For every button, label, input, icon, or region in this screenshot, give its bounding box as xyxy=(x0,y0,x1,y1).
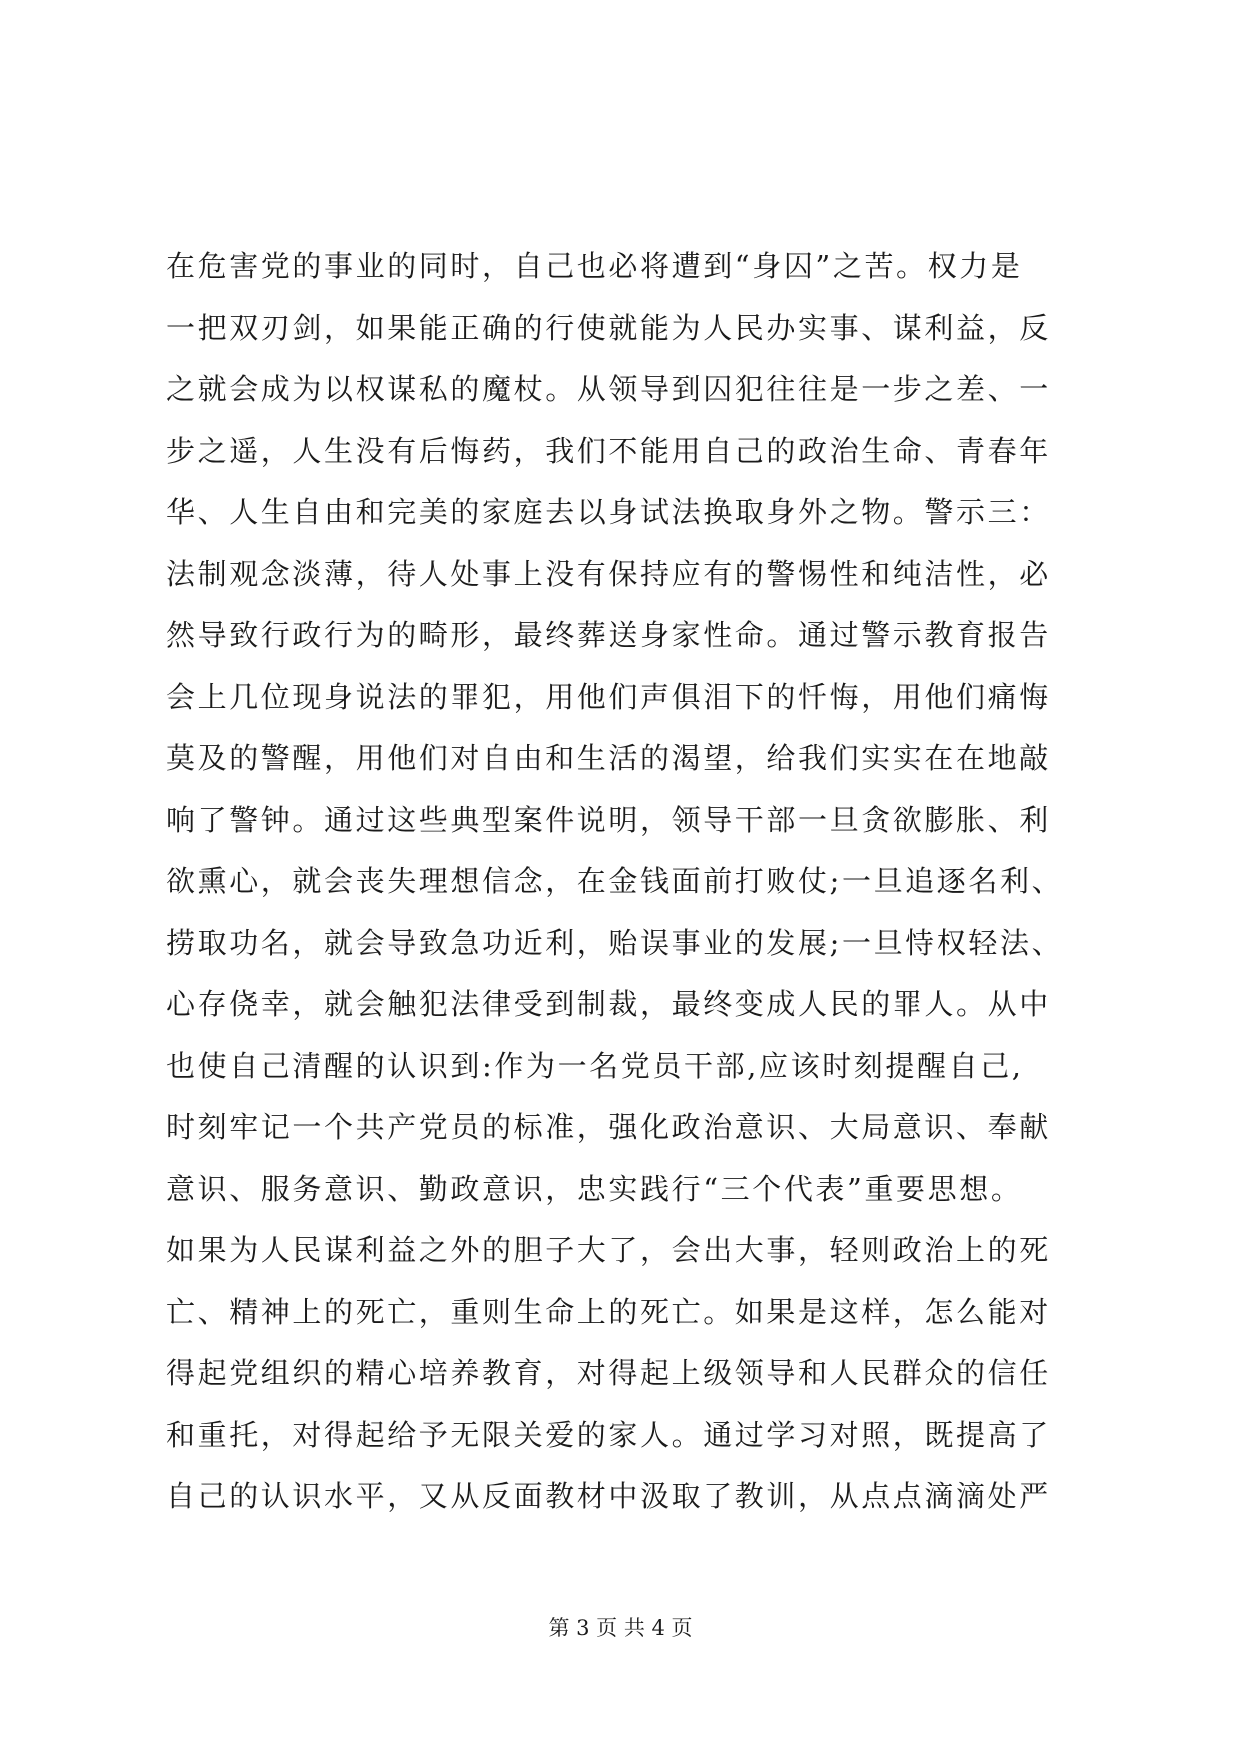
text-line: 之就会成为以权谋私的魔杖。从领导到囚犯往往是一步之差、一 xyxy=(166,372,1051,406)
text-line: 法制观念淡薄，待人处事上没有保持应有的警惕性和纯洁性，必 xyxy=(166,556,1051,591)
text-line: 意识、服务意识、勤政意识，忠实践行“三个代表”重要思想。 xyxy=(166,1171,1023,1206)
text-line: 步之遥，人生没有后悔药，我们不能用自己的政治生命、青春年 xyxy=(166,433,1051,468)
text-line: 响了警钟。通过这些典型案件说明，领导干部一旦贪欲膨胀、利 xyxy=(166,802,1051,837)
body-text xyxy=(166,236,1086,1528)
text-line: 一把双刃剑，如果能正确的行使就能为人民办实事、谋利益，反 xyxy=(166,310,1051,345)
text-line: 亡、精神上的死亡，重则生命上的死亡。如果是这样，怎么能对 xyxy=(166,1294,1051,1329)
text-line: 然导致行政行为的畸形，最终葬送身家性命。通过警示教育报告 xyxy=(166,618,1051,652)
text-line: 自己的认识水平，又从反面教材中汲取了教训，从点点滴滴处严 xyxy=(166,1479,1051,1513)
text-line: 会上几位现身说法的罪犯，用他们声俱泪下的忏悔，用他们痛悔 xyxy=(166,679,1051,714)
text-line: 时刻牢记一个共产党员的标准，强化政治意识、大局意识、奉献 xyxy=(166,1110,1051,1144)
text-line: 在危害党的事业的同时，自己也必将遭到“身囚”之苦。权力是 xyxy=(166,249,1023,283)
text-line: 欲熏心，就会丧失理想信念，在金钱面前打败仗;一旦追逐名利、 xyxy=(166,864,1064,898)
text-line: 也使自己清醒的认识到:作为一名党员干部,应该时刻提醒自己, xyxy=(166,1048,1024,1083)
text-line: 华、人生自由和完美的家庭去以身试法换取身外之物。警示三： xyxy=(166,495,1051,529)
page-number-footer: 第 3 页 共 4 页 xyxy=(548,1616,693,1640)
text-line: 得起党组织的精心培养教育，对得起上级领导和人民群众的信任 xyxy=(166,1356,1051,1390)
text-line: 如果为人民谋利益之外的胆子大了，会出大事，轻则政治上的死 xyxy=(166,1233,1051,1267)
text-line: 捞取功名，就会导致急功近利，贻误事业的发展;一旦恃权轻法、 xyxy=(166,925,1064,960)
text-line: 莫及的警醒，用他们对自由和生活的渴望，给我们实实在在地敲 xyxy=(166,741,1051,775)
text-line: 和重托，对得起给予无限关爱的家人。通过学习对照，既提高了 xyxy=(166,1417,1051,1452)
text-line: 心存侥幸，就会触犯法律受到制裁，最终变成人民的罪人。从中 xyxy=(166,987,1051,1021)
